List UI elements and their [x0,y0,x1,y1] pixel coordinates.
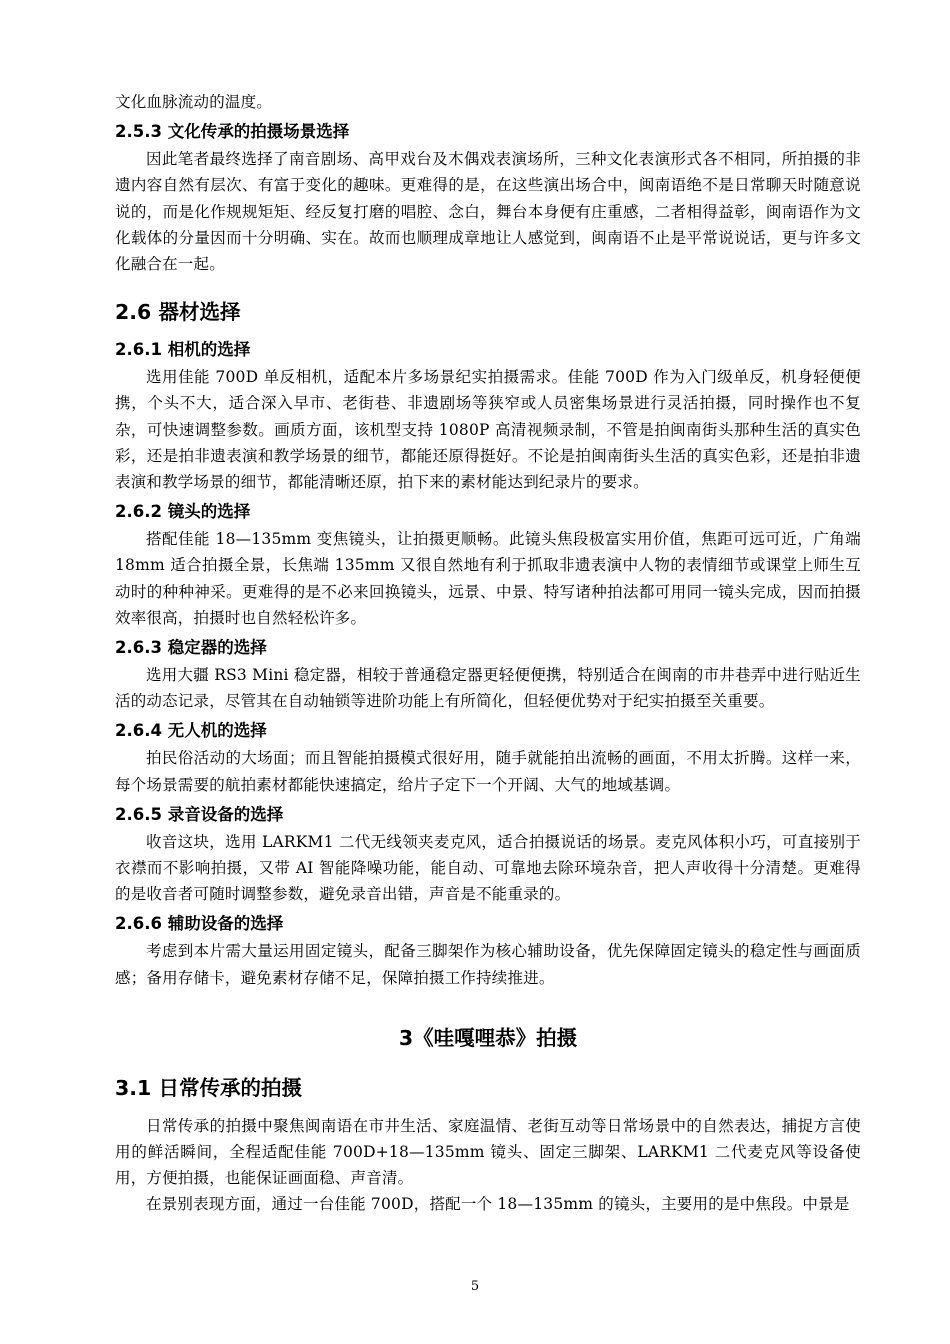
document-body [115,89,861,1218]
paragraph: 收音这块，选用 LARKM1 二代无线领夹麦克风，适合拍摄说话的场景。麦克风体积小巧，可直接别于衣襟而不影响拍摄，又带 AI 智能降噪功能，能自动、可靠地去除环境杂音，把人声收得十分清楚。更难得的是收音者可随时调整参数，避免录音出错，声音是不能重录的。 [115,832,861,904]
paragraph: 日常传承的拍摄中聚焦闽南语在市井生活、家庭温情、老街互动等日常场景中的自然表达，捕捉方言使用的鲜活瞬间，全程适配佳能 700D+18—135mm 镜头、固定三脚架、LARKM1 二代麦克风等设备使用，方便拍摄，也能保证画面稳、声音清。 [115,1116,861,1188]
section-heading-2-6-3: 2.6.3 稳定器的选择 [115,638,267,658]
chapter-heading-3: 3《哇嘎哩恭》拍摄 [398,1025,578,1050]
paragraph: 选用佳能 700D 单反相机，适配本片多场景纪实拍摄需求。佳能 700D 作为入门级单反，机身轻便便携，个头不大，适合深入早市、老街巷、非遗剧场等狭窄或人员密集场景进行灵活拍摄，同时操作也不复杂，可快速调整参数。画质方面，该机型支持 1080P 高清视频录制，不管是拍闽南街头那种生活的真实色彩，还是拍非遗表演和教学场景的细节，都能还原得挺好。不论是拍闽南街头生活的真实色彩，还是拍非遗表演和教学场景的细节，都能清晰还原，拍下来的素材能达到纪录片的要求。 [115,368,861,492]
page-number: 5 [470,1279,480,1294]
section-heading-2-6-5: 2.6.5 录音设备的选择 [115,804,284,824]
paragraph: 在景别表现方面，通过一台佳能 700D，搭配一个 18—135mm 的镜头，主要用的是中焦段。中景是 [146,1195,850,1214]
section-heading-2-5-3: 2.5.3 文化传承的拍摄场景选择 [115,122,350,142]
section-heading-2-6-4: 2.6.4 无人机的选择 [115,721,267,741]
section-heading-2-6-2: 2.6.2 镜头的选择 [115,502,251,522]
section-heading-3-1: 3.1 日常传承的拍摄 [115,1075,302,1100]
paragraph: 选用大疆 RS3 Mini 稳定器，相较于普通稳定器更轻便便携，特别适合在闽南的市井巷弄中进行贴近生活的动态记录，尽管其在自动轴锁等进阶功能上有所简化，但轻便优势对于纪实拍摄至关重要。 [115,666,861,711]
paragraph: 搭配佳能 18—135mm 变焦镜头，让拍摄更顺畅。此镜头焦段极富实用价值，焦距可远可近，广角端 18mm 适合拍摄全景，长焦端 135mm 又很自然地有利于抓取非遗表演中人物的表情细节或课堂上师生互动时的种种神采。更难得的是不必来回换镜头，远景、中景、特写诸种拍法都可用同一镜头完成，因而拍摄效率很高，拍摄时也自然轻松许多。 [115,530,861,627]
paragraph: 文化血脉流动的温度。 [115,93,273,111]
paragraph: 拍民俗活动的大场面；而且智能拍摄模式很好用，随手就能拍出流畅的画面，不用太折腾。这样一来，每个场景需要的航拍素材都能快速搞定，给片子定下一个开阔、大气的地域基调。 [115,749,861,794]
section-heading-2-6: 2.6 器材选择 [115,300,241,325]
section-heading-2-6-1: 2.6.1 相机的选择 [115,340,251,360]
section-heading-2-6-6: 2.6.6 辅助设备的选择 [115,914,284,934]
paragraph: 因此笔者最终选择了南音剧场、高甲戏台及木偶戏表演场所，三种文化表演形式各不相同，所拍摄的非遗内容自然有层次、有富于变化的趣味。更难得的是，在这些演出场合中，闽南语绝不是日常聊天时随意说说的，而是化作规规矩矩、经反复打磨的唱腔、念白，舞台本身便有庄重感，二者相得益彰，闽南语作为文化载体的分量因而十分明确、实在。故而也顺理成章地让人感觉到，闽南语不止是平常说说话，更与许多文化融合在一起。 [115,150,861,274]
paragraph: 考虑到本片需大量运用固定镜头，配备三脚架作为核心辅助设备，优先保障固定镜头的稳定性与画面质感；备用存储卡，避免素材存储不足，保障拍摄工作持续推进。 [115,942,861,987]
